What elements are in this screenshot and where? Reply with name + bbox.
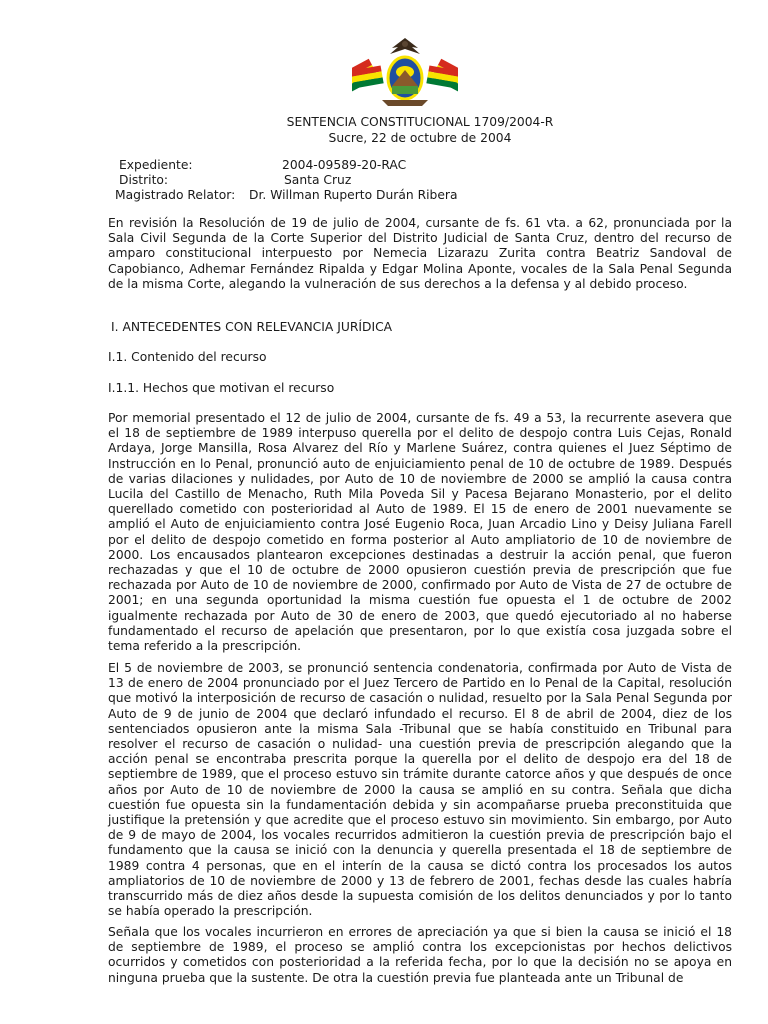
document-title: SENTENCIA CONSTITUCIONAL 1709/2004-R	[286, 115, 554, 129]
bolivia-coat-of-arms-icon	[352, 34, 458, 110]
document-place-date: Sucre, 22 de octubre de 2004	[328, 131, 512, 145]
section-heading-antecedentes: I. ANTECEDENTES CON RELEVANCIA JURÍDICA	[111, 320, 393, 334]
body-paragraph-2: El 5 de noviembre de 2003, se pronunció sentencia condenatoria, confirmada por Auto de Vista de 13 de enero de 2004 pronunciado por el Juez Tercero de Partido en lo Penal de la Capital, resolución que motivó la interposición de recurso de casación o nulidad, resuelto por la Sala Penal Segunda por Auto de 9 de junio de 2004 que declaró infundado el recurso. El 8 de abril de 2004, diez de los sentenciados opusieron ante la misma Sala -Tribunal que se había constituido en Tribunal para resolver el recurso de casación o nulidad- una cuestión previa de prescripción alegando que la acción penal se encontraba prescrita porque la querella por el delito de despojo era del 18 de septiembre de 1989, que el proceso estuvo sin trámite durante catorce años y que después de once años por Auto de 10 de noviembre de 2000 la causa se amplió en su contra. Señala que dicha cuestión fue opuesta sin la fundamentación debida y sin acompañarse prueba preconstituida que justifique la pretensión y que acredite que el proceso estuvo sin movimiento. Sin embargo, por Auto de 9 de mayo de 2004, los vocales recurridos admitieron la cuestión previa de prescripción bajo el fundamento que la causa se inició con la denuncia y querella presentada el 18 de septiembre de 1989 contra 4 personas, que en el interín de la causa se dictó contra los procesados los autos ampliatorios de 10 de noviembre de 2000 y 13 de febrero de 2001, fechas desde las cuales habría transcurrido más de diez años desde la supuesta comisión de los delitos denunciados y por lo tanto se había operado la prescripción.	[108, 661, 732, 919]
expediente-value: 2004-09589-20-RAC	[282, 158, 407, 172]
expediente-label: Expediente:	[119, 158, 193, 172]
body-paragraph-1: Por memorial presentado el 12 de julio de 2004, cursante de fs. 49 a 53, la recurrente asevera que el 18 de septiembre de 1989 interpuso querella por el delito de despojo contra Luis Cejas, Ronald Ardaya, Jorge Mansilla, Rosa Alvarez del Río y Marlene Suárez, contra quienes el Juez Séptimo de Instrucción en lo Penal, pronunció auto de enjuiciamiento penal de 10 de octubre de 1989. Después de varias dilaciones y nulidades, por Auto de 10 de noviembre de 2000 se amplió la causa contra Lucila del Castillo de Menacho, Ruth Mila Poveda Sil y Pacesa Bejarano Monasterio, por el delito querellado cometido con posterioridad al Auto de 1989. El 15 de enero de 2001 nuevamente se amplió el Auto de enjuiciamiento contra José Eugenio Roca, Juan Arcadio Lino y Deisy Juliana Farell por el delito de despojo cometido en forma posterior al Auto ampliatorio de 10 de noviembre de 2000. Los encausados plantearon excepciones destinadas a destruir la acción penal, que fueron rechazadas y que el 10 de octubre de 2000 opusieron cuestión previa de prescripción que fue rechazada por Auto de 10 de noviembre de 2000, confirmado por Auto de Vista de 27 de octubre de 2001; en una segunda oportunidad la misma cuestión fue opuesta el 1 de octubre de 2002 igualmente rechazada por Auto de 30 de enero de 2003, que quedó ejecutoriado al no haberse fundamentado el recurso de apelación que presentaron, por lo que existía cosa juzgada sobre el tema referido a la prescripción.	[108, 411, 732, 654]
distrito-label: Distrito:	[119, 173, 169, 187]
subsection-heading-contenido: I.1. Contenido del recurso	[108, 350, 267, 364]
magistrado-value: Dr. Willman Ruperto Durán Ribera	[249, 188, 458, 202]
body-paragraph-3: Señala que los vocales incurrieron en errores de apreciación ya que si bien la causa se inició el 18 de septiembre de 1989, el proceso se amplió contra los excepcionistas por hechos delictivos ocurridos y cometidos con posterioridad a la referida fecha, por lo que la decisión no se apoya en ninguna prueba que la sustente. De otra la cuestión previa fue planteada ante un Tribunal de	[108, 925, 732, 985]
intro-paragraph: En revisión la Resolución de 19 de julio de 2004, cursante de fs. 61 vta. a 62, pronunciada por la Sala Civil Segunda de la Corte Superior del Distrito Judicial de Santa Cruz, dentro del recurso de amparo constitucional interpuesto por Nemecia Lizarazu Zurita contra Beatriz Sandoval de Capobianco, Adhemar Fernández Ripalda y Edgar Molina Aponte, vocales de la Sala Penal Segunda de la misma Corte, alegando la vulneración de sus derechos a la defensa y al debido proceso.	[108, 216, 732, 291]
magistrado-label: Magistrado Relator:	[115, 188, 236, 202]
subsection-heading-hechos: I.1.1. Hechos que motivan el recurso	[108, 381, 335, 395]
distrito-value: Santa Cruz	[284, 173, 352, 187]
